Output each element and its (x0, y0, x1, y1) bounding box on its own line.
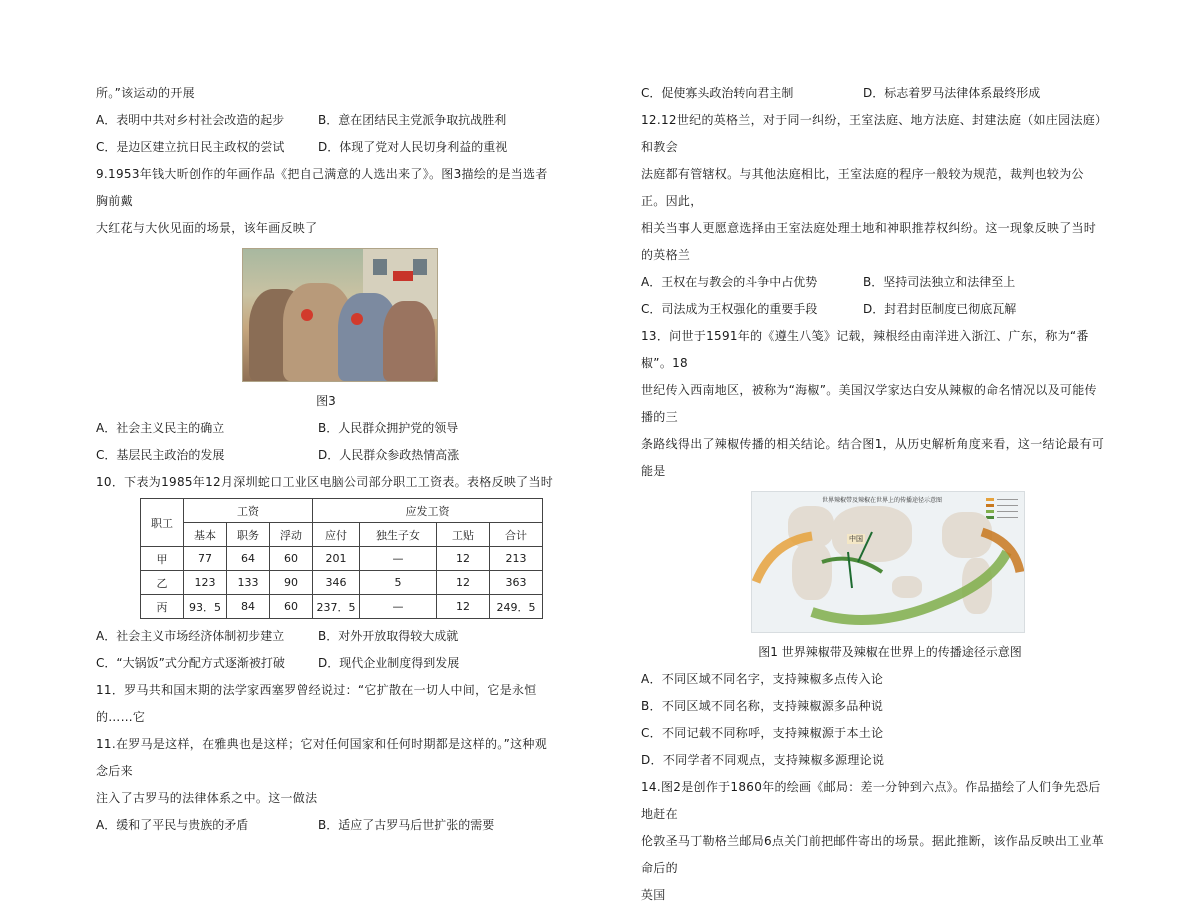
wage-table (140, 498, 543, 619)
table-cell: 84 (227, 595, 270, 619)
right-column (641, 80, 1107, 909)
q8-options-row-2 (96, 134, 556, 161)
table-subheader: 独生子女 (360, 523, 437, 547)
q12-option-a[interactable]: A．王权在与教会的斗争中占优势 (641, 275, 818, 289)
table-cell: 249．5 (490, 595, 543, 619)
q10-option-c[interactable]: C．“大锅饭”式分配方式逐渐被打破 (96, 656, 285, 670)
q11-text-line-3: 注入了古罗马的法律体系之中。这一做法 (96, 791, 318, 805)
figure-3-caption: 图3 (316, 394, 336, 408)
q12-text-line-2: 法庭都有管辖权。与其他法庭相比，王室法庭的程序一般较为规范，裁判也较为公正。因此， (641, 167, 1084, 208)
q8-options-row-1 (96, 107, 556, 134)
q9-text-line-2: 大红花与大伙见面的场景，该年画反映了 (96, 221, 318, 235)
q13-text-line-2: 世纪传入西南地区，被称为“海椒”。美国汉学家达白安从辣椒的命名情况以及可能传播的三 (641, 383, 1097, 424)
painting-red-flower (301, 309, 313, 321)
q13-text-line-1: 13．问世于1591年的《遵生八笺》记载，辣根经由南洋进入浙江、广东，称为“番椒”。18 (641, 329, 1089, 370)
q10-option-b[interactable]: B．对外开放取得较大成就 (318, 629, 459, 643)
q12-text-line-1: 12.12世纪的英格兰，对于同一纠纷，王室法庭、地方法庭、封建法庭（如庄园法庭）和教会 (641, 113, 1102, 154)
table-cell: 213 (490, 547, 543, 571)
q12-options-row-1 (641, 269, 1107, 296)
table-cell: 77 (184, 547, 227, 571)
q9-options-row-2 (96, 442, 556, 469)
figure-1-map (751, 491, 1025, 633)
table-cell: 12 (437, 547, 490, 571)
table-subheader: 浮动 (270, 523, 313, 547)
q11-text-line-2: 11.在罗马是这样，在雅典也是这样；它对任何国家和任何时期都是这样的。”这种观念后来 (96, 737, 548, 778)
table-row (141, 595, 543, 619)
table-cell: 60 (270, 595, 313, 619)
table-cell: 丙 (141, 595, 184, 619)
painting-window (413, 259, 427, 275)
q13-option-a[interactable]: A．不同区域不同名字，支持辣椒多点传入论 (641, 672, 884, 686)
table-header-payable: 应发工资 (313, 499, 543, 523)
table-cell: 363 (490, 571, 543, 595)
q11-option-d[interactable]: D．标志着罗马法律体系最终形成 (863, 86, 1041, 100)
table-cell: 346 (313, 571, 360, 595)
q9-text-line-1: 9.1953年钱大昕创作的年画作品《把自己满意的人选出来了》。图3描绘的是当选者胸前戴 (96, 167, 548, 208)
q11-options-row-1 (96, 812, 556, 839)
table-header-staff: 职工 (141, 499, 184, 547)
table-subheader: 应付 (313, 523, 360, 547)
table-cell: 133 (227, 571, 270, 595)
q12-options-row-2 (641, 296, 1107, 323)
q10-options-row-2 (96, 650, 556, 677)
q13-option-c[interactable]: C．不同记载不同称呼，支持辣椒源于本土论 (641, 726, 884, 740)
painting-red-banner (393, 271, 413, 281)
q11-options-row-2 (641, 80, 1107, 107)
table-cell: 5 (360, 571, 437, 595)
table-cell: 12 (437, 571, 490, 595)
q10-options-row-1 (96, 623, 556, 650)
table-subheader: 职务 (227, 523, 270, 547)
q14-text-line-2: 伦敦圣马丁勒格兰邮局6点关门前把邮件寄出的场景。据此推断，该作品反映出工业革命后的 (641, 834, 1105, 875)
q8-option-c[interactable]: C．是边区建立抗日民主政权的尝试 (96, 140, 285, 154)
map-title: 世界辣椒带及辣椒在世界上的传播途径示意图 (822, 497, 943, 504)
q14-text-line-1: 14.图2是创作于1860年的绘画《邮局：差一分钟到六点》。作品描绘了人们争先恐后地赶在 (641, 780, 1101, 821)
figure-1-caption: 图1 世界辣椒带及辣椒在世界上的传播途径示意图 (758, 645, 1022, 659)
table-subheader: 基本 (184, 523, 227, 547)
q13-option-b[interactable]: B．不同区域不同名称，支持辣椒源多品种说 (641, 699, 884, 713)
table-cell: 123 (184, 571, 227, 595)
table-subheader: 合计 (490, 523, 543, 547)
q12-text-line-3: 相关当事人更愿意选择由王室法庭处理土地和神职推荐权纠纷。这一现象反映了当时的英格兰 (641, 221, 1097, 262)
painting-window (373, 259, 387, 275)
table-cell: 甲 (141, 547, 184, 571)
q8-option-d[interactable]: D．体现了党对人民切身利益的重视 (318, 140, 508, 154)
table-header-wage: 工资 (184, 499, 313, 523)
q9-option-d[interactable]: D．人民群众参政热情高涨 (318, 448, 460, 462)
figure-3-painting (242, 248, 438, 382)
q11-option-a[interactable]: A．缓和了平民与贵族的矛盾 (96, 818, 249, 832)
table-cell: 乙 (141, 571, 184, 595)
q11-option-c[interactable]: C．促使寡头政治转向君主制 (641, 86, 794, 100)
q11-text-line-1: 11．罗马共和国末期的法学家西塞罗曾经说过：“它扩散在一切人中间，它是永恒的……它 (96, 683, 537, 724)
q11-option-b[interactable]: B．适应了古罗马后世扩张的需要 (318, 818, 495, 832)
table-cell: 64 (227, 547, 270, 571)
q8-option-b[interactable]: B．意在团结民主党派争取抗战胜利 (318, 113, 507, 127)
q12-option-b[interactable]: B．坚持司法独立和法律至上 (863, 275, 1016, 289)
q10-text: 10．下表为1985年12月深圳蛇口工业区电脑公司部分职工工资表。表格反映了当时 (96, 475, 554, 489)
q9-option-b[interactable]: B．人民群众拥护党的领导 (318, 421, 459, 435)
painting-red-flower (351, 313, 363, 325)
q13-option-d[interactable]: D．不同学者不同观点，支持辣椒多源理论说 (641, 753, 885, 767)
q13-text-line-3: 条路线得出了辣椒传播的相关结论。结合图1，从历史解析角度来看，这一结论最有可能是 (641, 437, 1105, 478)
q9-options-row-1 (96, 415, 556, 442)
table-row (141, 571, 543, 595)
table-cell: — (360, 547, 437, 571)
table-cell: 237．5 (313, 595, 360, 619)
table-subheader: 工贴 (437, 523, 490, 547)
q9-option-a[interactable]: A．社会主义民主的确立 (96, 421, 225, 435)
map-routes-icon (752, 492, 1024, 632)
q8-tail: 所。”该运动的开展 (96, 86, 195, 100)
table-cell: 12 (437, 595, 490, 619)
q9-option-c[interactable]: C．基层民主政治的发展 (96, 448, 225, 462)
q10-option-d[interactable]: D．现代企业制度得到发展 (318, 656, 460, 670)
q14-text-line-3: 英国 (641, 888, 666, 902)
left-column (96, 80, 556, 839)
table-row (141, 547, 543, 571)
q12-option-c[interactable]: C．司法成为王权强化的重要手段 (641, 302, 818, 316)
table-cell: 201 (313, 547, 360, 571)
q8-option-a[interactable]: A．表明中共对乡村社会改造的起步 (96, 113, 285, 127)
map-label-china: 中国 (849, 535, 863, 543)
table-cell: 60 (270, 547, 313, 571)
painting-crowd (383, 301, 435, 381)
q10-option-a[interactable]: A．社会主义市场经济体制初步建立 (96, 629, 285, 643)
q12-option-d[interactable]: D．封君封臣制度已彻底瓦解 (863, 302, 1017, 316)
table-cell: 90 (270, 571, 313, 595)
table-cell: 93．5 (184, 595, 227, 619)
table-cell: — (360, 595, 437, 619)
